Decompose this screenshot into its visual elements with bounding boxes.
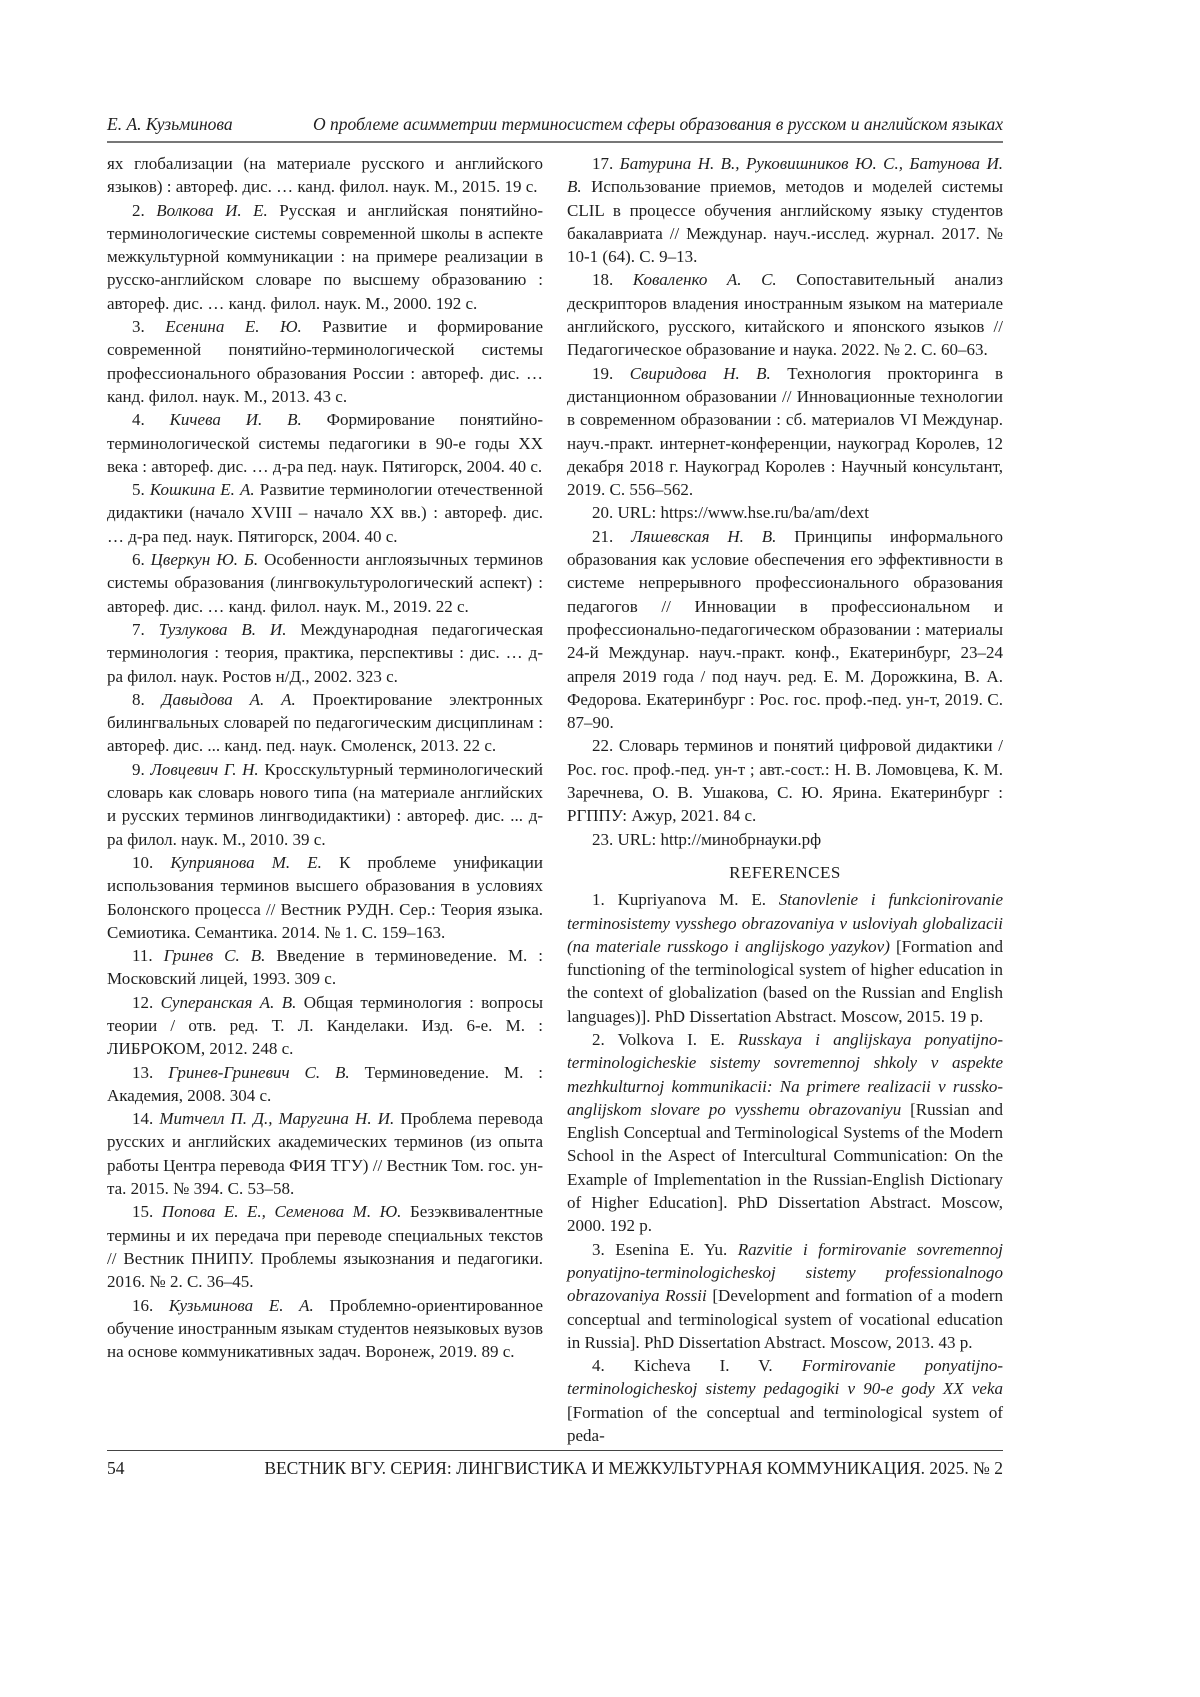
bibliography-entry [567,734,1003,827]
entry-title: Razvitie i formirovanie sovremennoj ponyatijno-terminologicheskoj sistemy professionalnogo obrazovaniya Rossii [567,1239,1004,1306]
entry-text: Общая терминология : вопросы теории / отв. ред. Т. Л. Канделаки. Изд. 6-е. М. : ЛИБРОКОМ, 2012. 248 с. [107,992,544,1059]
bibliography-entry [107,851,543,944]
entry-number: 19. [592,363,614,383]
entry-author: Тузлукова В. И. [158,619,287,639]
bibliography-entry [107,1200,543,1293]
entry-text: URL: http://минобрнауки.рф [617,829,822,849]
page-number: 54 [107,1458,125,1478]
entry-number: 8. [132,689,145,709]
bibliography-entry [107,152,543,199]
bibliography-entry [567,362,1003,502]
entry-author: Волкова И. Е. [156,200,268,220]
right-column [567,152,1003,1447]
entry-number: 7. [132,619,145,639]
entry-text: [Development and formation of a modern conceptual and terminological system of vocational education in Russia]. PhD Dissertation Abstract. Moscow, 2013. 43 p. [567,1286,1004,1352]
entry-title: Russkaya i anglijskaya ponyatijno-terminologicheskie sistemy sovremennoj shkoly v aspekte mezhkulturnoj kommunikacii: Na primere realizacii v russko-anglijskom slovare po vysshemu obrazovaniyu [567,1029,1003,1119]
entry-author: Ляшевская Н. В. [631,526,777,546]
entry-text: Сопоставительный анализ дескрипторов владения иностранным языком на материале английского, русского, китайского и японского языков // Педагогическое образование и наука. 2022. № 2. С. 60–63. [567,270,1003,360]
references-list [567,888,1003,1447]
entry-author: Кичева И. В. [169,410,302,430]
entry-number: 2. [132,200,145,220]
entry-text: ях глобализации (на материале русского и английского языков) : автореф. дис. … канд. филол. наук. М., 2015. 19 с. [107,154,543,197]
bibliography-entry [107,408,543,478]
entry-author: Кузьминова Е. А. [168,1295,314,1315]
entry-number: 14. [132,1109,154,1129]
entry-author: Давыдова А. А. [161,689,296,709]
entry-number: 20. [592,503,614,523]
entry-text: Технология прокторинга в дистанционном образовании // Инновационные технологии в современном образовании : сб. материалов VI Междунар. науч.-практ. интернет-конференции, наукоград Королев, 12 декабря 2018 г. Наукоград Королев : Научный консультант, 2019. С. 556–562. [567,363,1004,500]
entry-text: Проблема перевода русских и английских академических терминов (из опыта работы Центра перевода ФИЯ ТГУ) // Вестник Том. гос. ун-та. 2015. № 394. С. 53–58. [107,1109,544,1199]
bibliography-entry [107,199,543,315]
entry-number: 4. [132,410,145,430]
bibliography-entry [567,525,1003,735]
entry-text: URL: https://www.hse.ru/ba/am/dext [617,503,870,523]
entry-author: Попова Е. Е., Семенова М. Ю. [161,1202,402,1222]
entry-text: Русская и английская понятийно-терминологические системы современной школы в аспекте межкультурной коммуникации : на примере реализации в русско-английском словаре по высшему образованию : автореф. дис. … канд. филол. наук. М., 2000. 192 с. [107,200,543,313]
entry-text: Развитие и формирование современной понятийно-терминологической системы профессионального образования России : автореф. дис. … канд. филол. наук. М., 2013. 43 с. [107,317,543,406]
entry-author: Гринев-Гриневич С. В. [168,1062,350,1082]
bibliography-entry [107,944,543,991]
entry-author: Батурина Н. В., Руковишников Ю. С., Батунова И. В. [567,154,1003,197]
reference-entry [567,1028,1003,1238]
bibliography-entry [107,688,543,758]
entry-author: Куприянова М. Е. [170,852,322,872]
bibliography-entry [567,268,1003,361]
running-header [107,112,1003,136]
entry-title: Stanovlenie i funkcionirovanie terminosistemy vysshego obrazovaniya v usloviyah globalizacii (na materiale russkogo i anglijskogo yazykov) [567,890,1004,956]
entry-number: 13. [132,1062,154,1082]
bibliography-entry [107,315,543,408]
bibliography-entry [567,501,1003,524]
entry-author: Коваленко А. С. [632,270,777,290]
entry-text: Формирование понятийно-терминологической системы педагогики в 90-е годы XX века : автореф. дис. … д-ра пед. наук. Пятигорск, 2004. 40 с. [107,410,544,476]
entry-text: Проблемно-ориентированное обучение иностранным языкам студентов неязыковых вузов на основе коммуникативных задач. Воронеж, 2019. 89 с. [107,1295,543,1362]
running-footer [107,1456,1003,1480]
bibliography-entry [107,1294,543,1364]
entry-number: 15. [132,1202,154,1222]
entry-author: Кошкина Е. А. [149,480,255,500]
bibliography-entry [107,618,543,688]
russian-bibliography-continued [567,152,1003,851]
header-divider [107,141,1003,143]
entry-text: Международная педагогическая терминология : теория, практика, перспективы : дис. … д-ра филол. наук. Ростов н/Д., 2002. 323 с. [107,619,544,686]
reference-entry [567,1238,1003,1354]
entry-number: 1. [592,890,605,910]
header-title: О проблеме асимметрии терминосистем сферы образования в русском и английском языках [313,114,1003,134]
entry-author: Ловцевич Г. Н. [150,759,259,779]
entry-author: Митчелл П. Д., Маругина Н. И. [159,1109,395,1129]
entry-author: Свиридова Н. В. [629,363,771,383]
entry-text: Терминоведение. М. : Академия, 2008. 304 с. [107,1062,543,1105]
entry-number: 3. [132,317,145,337]
entry-author: Kicheva I. V. [633,1356,773,1376]
entry-number: 5. [132,480,145,500]
entry-text: Словарь терминов и понятий цифровой дидактики / Рос. гос. проф.-пед. ун-т ; авт.-сост.: Н. В. Ломовцева, К. М. Заречнева, О. В. Ушакова, С. Ю. Ярина. Екатеринбург : РГППУ: Ажур, 2021. 84 с. [567,736,1003,826]
entry-author: Volkova I. E. [617,1029,725,1049]
entry-text: [Formation of the conceptual and terminological system of peda- [567,1402,1003,1446]
entry-text: Особенности англоязычных терминов системы образования (лингвокультурологический аспект) : автореф. дис. … канд. филол. наук. М., 2019. 22 с. [107,550,543,616]
entry-title: Formirovanie ponyatijno-terminologicheskoj sistemy pedagogiki v 90-e gody XX veka [567,1356,1004,1399]
bibliography-entry [107,758,543,851]
entry-number: 4. [592,1356,605,1376]
entry-author: Esenina E. Yu. [615,1239,728,1259]
entry-number: 11. [132,946,153,966]
bibliography-entry [107,548,543,618]
entry-text: [Formation and functioning of the terminological system of higher education in the context of globalization (based on the Russian and English languages)]. PhD Dissertation Abstract. Moscow, 2015. 19 p. [567,936,1004,1026]
entry-author: Цверкун Ю. Б. [150,550,259,570]
entry-number: 10. [132,852,154,872]
entry-number: 16. [132,1295,154,1315]
entry-text: Развитие терминологии отечественной дидактики (начало XVIII – начало XX вв.) : автореф. дис. … д-ра пед. наук. Пятигорск, 2004. 40 с. [107,480,543,546]
entry-author: Kupriyanova M. E. [617,890,766,910]
entry-text: Безэквивалентные термины и их передача при переводе специальных текстов // Вестник ПНИПУ. Проблемы языкознания и педагогики. 2016. № 2. С. 36–45. [107,1202,544,1292]
references-heading: REFERENCES [729,862,841,882]
entry-text: [Russian and English Conceptual and Terminological Systems of the Modern School in the Aspect of Intercultural Communication: On the Example of Implementation in the Russian-English Dictionary of Higher Education]. PhD Dissertation Abstract. Moscow, 2000. 192 p. [567,1099,1003,1236]
entry-number: 9. [132,759,145,779]
journal-title: ВЕСТНИК ВГУ. СЕРИЯ: ЛИНГВИСТИКА И МЕЖКУЛЬТУРНАЯ КОММУНИКАЦИЯ. 2025. № 2 [264,1458,1003,1478]
entry-author: Есенина Е. Ю. [165,317,302,337]
entry-number: 21. [592,526,614,546]
entry-author: Суперанская А. В. [160,992,297,1012]
entry-text: К проблеме унификации использования терминов высшего образования в условиях Болонского процесса // Вестник РУДН. Сер.: Теория языка. Семиотика. Семантика. 2014. № 1. С. 159–163. [107,852,543,942]
entry-number: 22. [592,736,614,756]
bibliography-entry [567,828,1003,851]
entry-number: 23. [592,829,614,849]
entry-number: 6. [132,550,145,570]
footer-divider [107,1450,1003,1451]
entry-text: Принципы информального образования как условие обеспечения его эффективности в системе непрерывного профессионального образования педагогов // Инновации в профессиональном и профессионально-педагогическом образовании : материалы 24-й Междунар. науч.-практ. конф., Екатеринбург, 23–24 апреля 2019 года / под науч. ред. Е. М. Дорожкина, В. А. Федорова. Екатеринбург : Рос. гос. проф.-пед. ун-т, 2019. С. 87–90. [567,526,1003,733]
entry-number: 17. [592,154,614,173]
entry-text: Использование приемов, методов и моделей системы CLIL в процессе обучения английскому языку студентов бакалавриата // Междунар. науч.-исслед. журнал. 2017. № 10-1 (64). С. 9–13. [567,177,1003,267]
bibliography-entry [107,478,543,548]
bibliography-entry [107,991,543,1061]
entry-number: 2. [592,1029,605,1049]
reference-entry [567,1354,1003,1447]
header-author: Е. А. Кузьминова [107,114,233,134]
left-column [107,152,543,1363]
entry-number: 12. [132,992,154,1012]
entry-text: Кросскультурный терминологический словарь как словарь нового типа (на материале английских и русских терминов лингводидактики) : автореф. дис. ... д-ра филол. наук. М., 2010. 39 с. [107,759,544,849]
bibliography-entry [567,152,1003,268]
reference-entry [567,888,1003,1028]
entry-author: Гринев С. В. [163,946,266,966]
entry-number: 3. [592,1239,605,1259]
entry-text: Введение в терминоведение. М. : Московский лицей, 1993. 309 с. [107,946,544,989]
bibliography-entry [107,1061,543,1108]
bibliography-entry [107,1107,543,1200]
entry-number: 18. [592,270,614,290]
entry-text: Проектирование электронных билингвальных словарей по педагогическим дисциплинам : автореф. дис. ... канд. пед. наук. Смоленск, 2013. 22 с. [107,689,544,756]
